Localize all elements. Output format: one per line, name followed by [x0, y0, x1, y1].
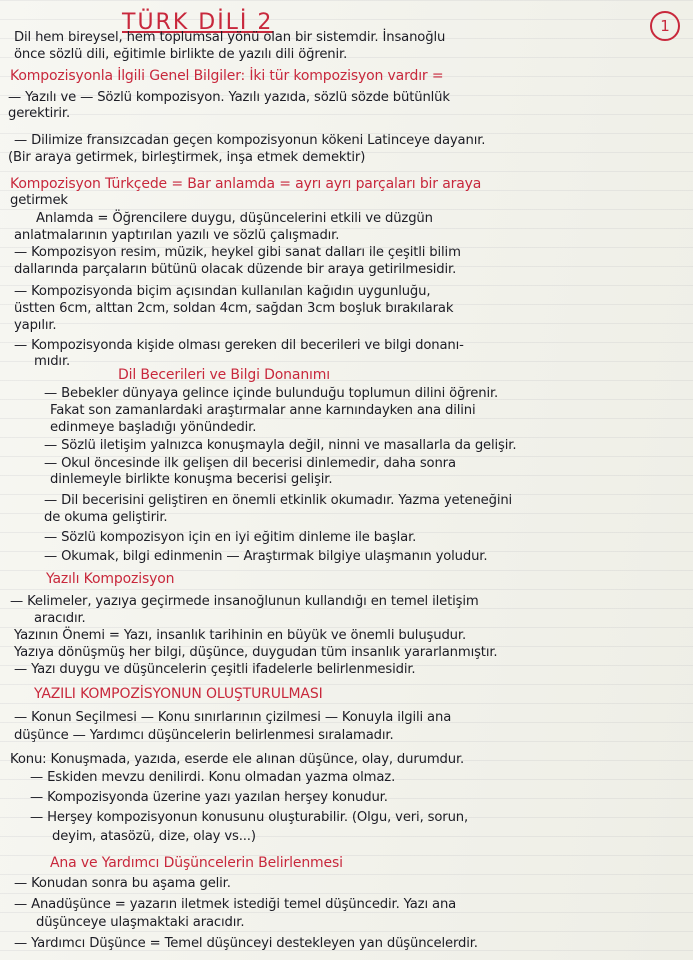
note-line: düşünceye ulaşmaktaki aracıdır. [36, 915, 245, 930]
note-line: — Bebekler dünyaya gelince içinde bulunduğu toplumun dilini öğrenir. [44, 386, 499, 401]
note-line: Yazıya dönüşmüş her bilgi, düşünce, duygudan tüm insanlık yararlanmıştır. [14, 645, 498, 660]
section-heading: YAZILI KOMPOZİSYONUN OLUŞTURULMASI [34, 686, 323, 702]
page-number: 1 [650, 11, 680, 41]
note-line: önce sözlü dili, eğitimle birlikte de yazılı dili öğrenir. [14, 47, 348, 62]
section-heading: Ana ve Yardımcı Düşüncelerin Belirlenmesi [50, 855, 343, 871]
note-line: — Kompozisyonda üzerine yazı yazılan herşey konudur. [30, 790, 388, 805]
note-line: — Dilimize fransızcadan geçen kompozisyonun kökeni Latinceye dayanır. [14, 133, 486, 148]
note-line: Konu: Konuşmada, yazıda, eserde ele alınan düşünce, olay, durumdur. [10, 752, 465, 767]
note-line: — Dil becerisini geliştiren en önemli etkinlik okumadır. Yazma yeteneğini [44, 493, 513, 508]
section-heading: Kompozisyonla İlgili Genel Bilgiler: İki tür kompozisyon vardır = [10, 68, 444, 84]
note-line: — Yardımcı Düşünce = Temel düşünceyi destekleyen yan düşüncelerdir. [14, 936, 478, 951]
note-line: — Kompozisyonda kişide olması gereken dil becerileri ve bilgi donanı- [14, 338, 464, 353]
note-line: — Eskiden mevzu denilirdi. Konu olmadan yazma olmaz. [30, 770, 396, 785]
note-line: — Konudan sonra bu aşama gelir. [14, 876, 231, 891]
note-line: de okuma geliştirir. [44, 510, 168, 525]
note-line: Dil hem bireysel, hem toplumsal yönü olan bir sistemdir. İnsanoğlu [14, 30, 446, 45]
note-line: — Sözlü iletişim yalnızca konuşmayla değil, ninni ve masallarla da gelişir. [44, 438, 517, 453]
note-line: (Bir araya getirmek, birleştirmek, inşa etmek demektir) [8, 150, 366, 165]
page-title: TÜRK DİLİ 2 [122, 10, 274, 35]
note-line: Anlamda = Öğrencilere duygu, düşüncelerini etkili ve düzgün [36, 211, 433, 226]
note-line: Fakat son zamanlardaki araştırmalar anne karnındayken ana dilini [50, 403, 476, 418]
note-line: deyim, atasözü, dize, olay vs...) [52, 829, 256, 844]
note-line: — Kompozisyon resim, müzik, heykel gibi sanat dalları ile çeşitli bilim [14, 245, 461, 260]
note-line: düşünce — Yardımcı düşüncelerin belirlenmesi sıralamadır. [14, 728, 394, 743]
note-line: — Kompozisyonda biçim açısından kullanılan kağıdın uygunluğu, [14, 284, 431, 299]
note-line: yapılır. [14, 318, 57, 333]
note-line: mıdır. [34, 354, 71, 369]
note-line: üstten 6cm, alttan 2cm, soldan 4cm, sağdan 3cm boşluk bırakılarak [14, 301, 454, 316]
note-line: — Yazılı ve — Sözlü kompozisyon. Yazılı yazıda, sözlü sözde bütünlük [8, 90, 450, 105]
note-line: — Kelimeler, yazıya geçirmede insanoğlunun kullandığı en temel iletişim [10, 594, 479, 609]
note-line: aracıdır. [34, 611, 86, 626]
note-line: dinlemeyle birlikte konuşma becerisi gelişir. [50, 472, 333, 487]
section-heading: Kompozisyon Türkçede = Bar anlamda = ayrı ayrı parçaları bir araya [10, 176, 482, 192]
note-line: — Yazı duygu ve düşüncelerin çeşitli ifadelerle belirlenmesidir. [14, 662, 416, 677]
note-line: — Sözlü kompozisyon için en iyi eğitim dinleme ile başlar. [44, 530, 417, 545]
note-line: — Herşey kompozisyonun konusunu oluşturabilir. (Olgu, veri, sorun, [30, 810, 469, 825]
note-line: edinmeye başladığı yönündedir. [50, 420, 257, 435]
note-line: — Okumak, bilgi edinmenin — Araştırmak bilgiye ulaşmanın yoludur. [44, 549, 488, 564]
note-line: gerektirir. [8, 106, 71, 121]
section-heading: Dil Becerileri ve Bilgi Donanımı [118, 367, 331, 383]
note-line: Yazının Önemi = Yazı, insanlık tarihinin en büyük ve önemli buluşudur. [14, 628, 466, 643]
note-line: dallarında parçaların bütünü olacak düzende bir araya getirilmesidir. [14, 262, 457, 277]
note-line: getirmek [10, 193, 68, 208]
note-line: — Okul öncesinde ilk gelişen dil becerisi dinlemedir, daha sonra [44, 456, 456, 471]
note-line: — Konun Seçilmesi — Konu sınırlarının çizilmesi — Konuyla ilgili ana [14, 710, 452, 725]
note-line: anlatmalarının yaptırılan yazılı ve sözlü çalışmadır. [14, 228, 340, 243]
section-heading: Yazılı Kompozisyon [46, 571, 175, 587]
note-line: — Anadüşünce = yazarın iletmek istediği temel düşüncedir. Yazı ana [14, 897, 457, 912]
